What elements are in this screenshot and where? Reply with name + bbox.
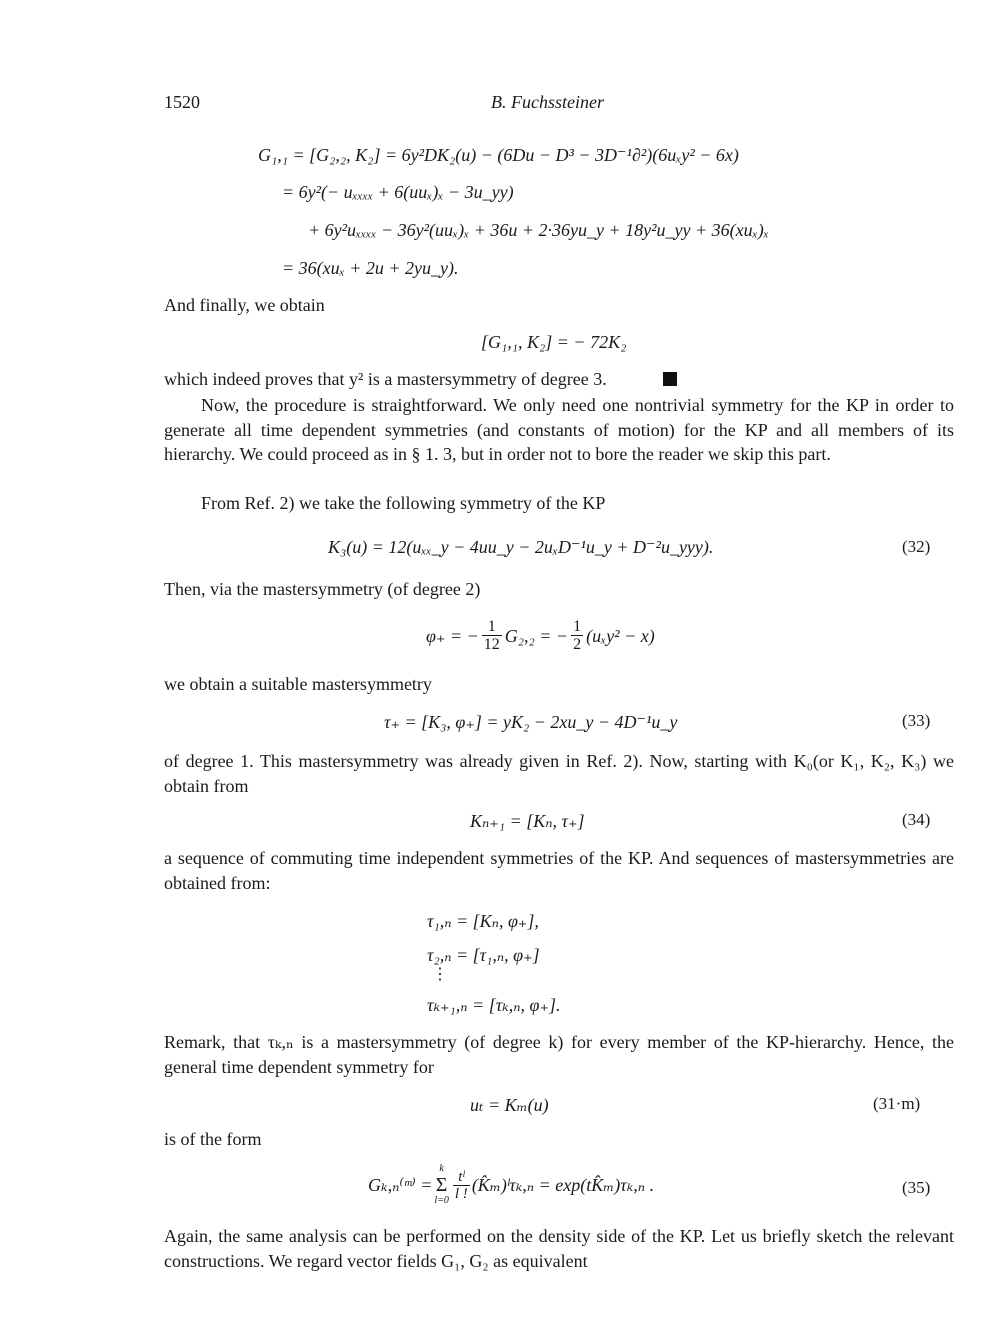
phi-middle: G₂,₂ = −: [504, 625, 569, 646]
equation-commutator: [G₁,₁, K₂] = − 72K₂: [481, 332, 627, 352]
fraction-numerator: tˡ: [458, 1168, 465, 1185]
equation-31m: uₜ = Kₘ(u): [470, 1095, 549, 1115]
text-then-via: Then, via the mastersymmetry (of degree 2): [164, 579, 481, 599]
fraction-denominator: 12: [483, 636, 500, 653]
vertical-ellipsis: ⋮: [432, 966, 448, 983]
equation-number-31m: (31·m): [873, 1094, 921, 1113]
text-suitable-mastersymmetry: we obtain a suitable mastersymmetry: [164, 674, 432, 694]
page-number: 1520: [164, 92, 200, 112]
fraction-t-over-l-factorial: [453, 1169, 470, 1202]
sum-sign: Σ: [435, 1174, 448, 1196]
paragraph-sequence: a sequence of commuting time independent symmetries of the KP. And sequences of mastersymmetries are obtained from:: [164, 848, 954, 893]
equation-number-33: (33): [902, 711, 931, 730]
equation-35: [368, 1163, 654, 1207]
equation-32: K₃(u) = 12(uₓₓ_y − 4uu_y − 2uₓD⁻¹u_y + D⁻²u_yyy).: [328, 537, 714, 557]
qed-square-icon: [663, 372, 677, 386]
fraction-numerator: 1: [573, 618, 582, 635]
fraction-denominator: l !: [454, 1185, 468, 1202]
paragraph-remark: Remark, that τₖ,ₙ is a mastersymmetry (of degree k) for every member of the KP-hierarchy. Hence, the general time dependent symmetry for: [164, 1032, 954, 1077]
phi-rhs: (uₓy² − x): [586, 625, 655, 646]
running-head-author: B. Fuchssteiner: [491, 92, 604, 112]
equation-number-35: (35): [902, 1178, 931, 1197]
fraction-one-twelfth: [482, 618, 502, 653]
paragraph-procedure: Now, the procedure is straightforward. We only need one nontrivial symmetry for the KP in order to generate all time dependent symmetries (and constants of motion) for the KP and all members of its hierarchy. We could proceed as in § 1. 3, but in order not to bore the reader we skip this part.: [164, 395, 954, 465]
equation-phi: [426, 618, 655, 653]
text-and-finally: And finally, we obtain: [164, 295, 325, 315]
equation-g11-line1: G₁,₁ = [G₂,₂, K₂] = 6y²DK₂(u) − (6Du − D³ − 3D⁻¹∂²)(6uₓy² − 6x): [258, 145, 739, 165]
paragraph-degree-one: of degree 1. This mastersymmetry was already given in Ref. 2). Now, starting with K₀(or K₁, K₂, K₃) we obtain from: [164, 751, 954, 796]
fraction-denominator: 2: [573, 636, 582, 653]
text-is-of-the-form: is of the form: [164, 1129, 262, 1149]
summation: [434, 1163, 449, 1207]
fraction-numerator: 1: [487, 618, 496, 635]
equation-number-32: (32): [902, 537, 931, 556]
phi-lhs: φ₊ = −: [426, 625, 479, 646]
equation-35-rhs: (K̂ₘ)ˡτₖ,ₙ = exp(tK̂ₘ)τₖ,ₙ .: [471, 1175, 655, 1195]
equation-34: Kₙ₊₁ = [Kₙ, τ₊]: [470, 811, 585, 831]
text-proves-mastersymmetry: [164, 368, 677, 390]
equation-35-lhs: Gₖ,ₙ⁽ᵐ⁾ =: [368, 1175, 433, 1195]
equation-g11-line2: = 6y²(− uₓₓₓₓ + 6(uuₓ)ₓ − 3u_yy): [282, 182, 514, 202]
fraction-one-half: [571, 618, 583, 653]
equation-g11-line3: + 6y²uₓₓₓₓ − 36y²(uuₓ)ₓ + 36u + 2·36yu_y + 18y²u_yy + 36(xuₓ)ₓ: [308, 220, 769, 240]
equation-33: τ₊ = [K₃, φ₊] = yK₂ − 2xu_y − 4D⁻¹u_y: [384, 712, 678, 732]
sum-upper-limit: k: [439, 1163, 444, 1174]
sum-lower-limit: l=0: [434, 1195, 449, 1206]
equation-number-34: (34): [902, 810, 931, 829]
paragraph-again: Again, the same analysis can be performed on the density side of the KP. Let us briefly sketch the relevant constructions. We regard vector fields G₁, G₂ as equivalent: [164, 1226, 954, 1271]
equation-tau-1n: τ₁,ₙ = [Kₙ, φ₊],: [427, 911, 539, 931]
text-from-ref: From Ref. 2) we take the following symmetry of the KP: [201, 493, 606, 513]
equation-g11-line4: = 36(xuₓ + 2u + 2yu_y).: [282, 258, 459, 278]
proves-sentence: which indeed proves that y² is a mastersymmetry of degree 3.: [164, 369, 607, 389]
equation-tau-2n: τ₂,ₙ = [τ₁,ₙ, φ₊]: [427, 945, 540, 965]
equation-tau-k1n: τₖ₊₁,ₙ = [τₖ,ₙ, φ₊].: [427, 995, 561, 1015]
